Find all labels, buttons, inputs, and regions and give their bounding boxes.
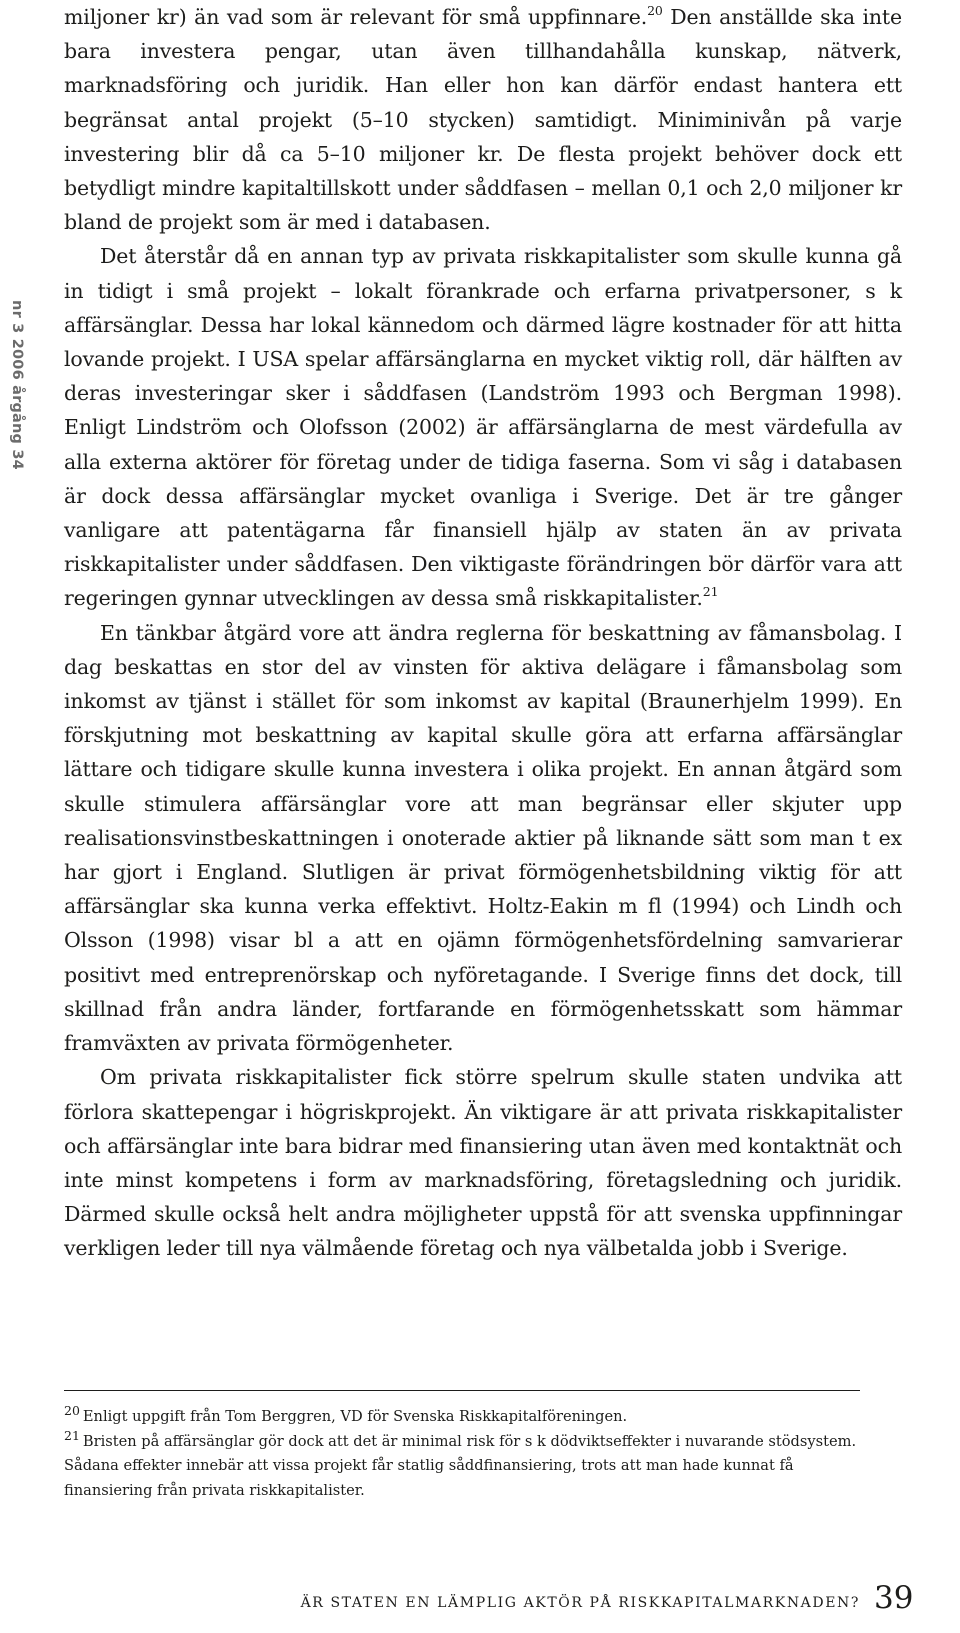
paragraph-text: Det återstår då en annan typ av privata riskkapitalister som skulle kunna gå in tidigt i små projekt – lokalt förankrade och erfarna privatpersoner, s k affärsänglar. Dessa har lokal kännedom och därmed lägre kostnader för att hitta lovande projekt. I USA spelar affärsänglarna en mycket viktig roll, där hälften av deras investeringar sker i såddfasen (Landström 1993 och Bergman 1998). Enligt Lindström och Olofsson (2002) är affärsänglarna de mest värdefulla av alla externa aktörer för företag under de tidiga faserna. Som vi såg i databasen är dock dessa affärsänglar mycket ovanliga i Sverige. Det är tre gånger vanligare att patentägarna får finansiell hjälp av staten än av privata riskkapitalister under såddfasen. Den viktigaste förändringen bör därför vara att regeringen gynnar utvecklingen av dessa små riskkapitalister.: [64, 244, 902, 611]
body-paragraph: [64, 616, 902, 1061]
footnote-number: 21: [64, 1427, 80, 1443]
paragraph-text: Om privata riskkapitalister fick större spelrum skulle staten undvika att förlora skattepengar i högriskprojekt. Än viktigare är att privata riskkapitalister och affärsänglar inte bara bidrar med finansiering utan även med kontaktnät och inte minst kompetens i form av marknadsföring, företagsledning och juridik. Därmed skulle också helt andra möjligheter uppstå för att svenska uppfinningar verkligen leder till nya välmående företag och nya välbetalda jobb i Sverige.: [64, 1065, 902, 1261]
footnote-reference: 20: [647, 3, 663, 18]
journal-issue-text: nr 3 2006 årgång 34: [9, 300, 25, 470]
article-body: [64, 0, 902, 1266]
body-paragraph: [64, 0, 902, 239]
footnote: [64, 1427, 864, 1504]
footnote-divider: [64, 1390, 860, 1391]
body-paragraph: [64, 1060, 902, 1265]
footnote: [64, 1405, 864, 1430]
paragraph-text: En tänkbar åtgärd vore att ändra reglerna för beskattning av fåmansbolag. I dag beskattas en stor del av vinsten för aktiva delägare i fåmansbolag som inkomst av tjänst i stället för som inkomst av kapital (Braunerhjelm 1999). En förskjutning mot beskattning av kapital skulle göra att erfarna affärsänglar lättare och tidigare skulle kunna investera i olika projekt. En annan åtgärd som skulle stimulera affärsänglar vore att man begränsar eller skjuter upp realisationsvinstbeskattningen i onoterade aktier på liknande sätt som man t ex har gjort i England. Slutligen är privat förmögenhetsbildning viktig för att affärsänglar ska kunna verka effektivt. Holtz-Eakin m fl (1994) och Lindh och Olsson (1998) visar bl a att en ojämn förmögenhetsfördelning samvarierar positivt med entreprenörskap och nyföretagande. I Sverige finns det dock, till skillnad från andra länder, fortfarande en förmögenhetsskatt som hämmar framväxten av privata förmögenheter.: [64, 620, 902, 1056]
body-paragraph: [64, 239, 902, 615]
running-title: ÄR STATEN EN LÄMPLIG AKTÖR PÅ RISKKAPITALMARKNADEN?: [300, 1595, 860, 1611]
footnote-number: 20: [64, 1403, 80, 1418]
footnote-text: Bristen på affärsänglar gör dock att det är minimal risk för s k dödviktseffekter i nuvarande stödsystem. Sådana effekter innebär att vissa projekt får statlig såddfinansiering, trots att man hade kunnat få finansiering från privata riskkapitalister.: [64, 1432, 857, 1499]
footnote-reference: 21: [702, 584, 719, 600]
paragraph-text: miljoner kr) än vad som är relevant för små uppfinnare.: [64, 5, 648, 29]
journal-issue-label: [2, 290, 32, 480]
page-number: 39: [874, 1580, 914, 1616]
paragraph-text: Den anställde ska inte bara investera pengar, utan även tillhandahålla kunskap, nätverk, marknadsföring och juridik. Han eller hon kan därför endast hantera ett begränsat antal projekt (5–10 stycken) samtidigt. Miniminivån på varje investering blir då ca 5–10 miljoner kr. De flesta projekt behöver dock ett betydligt mindre kapitaltillskott under såddfasen – mellan 0,1 och 2,0 miljoner kr bland de projekt som är med i databasen.: [64, 5, 903, 235]
footnotes-section: [64, 1405, 864, 1503]
footnote-text: Enligt uppgift från Tom Berggren, VD för Svenska Riskkapitalföreningen.: [82, 1408, 628, 1425]
